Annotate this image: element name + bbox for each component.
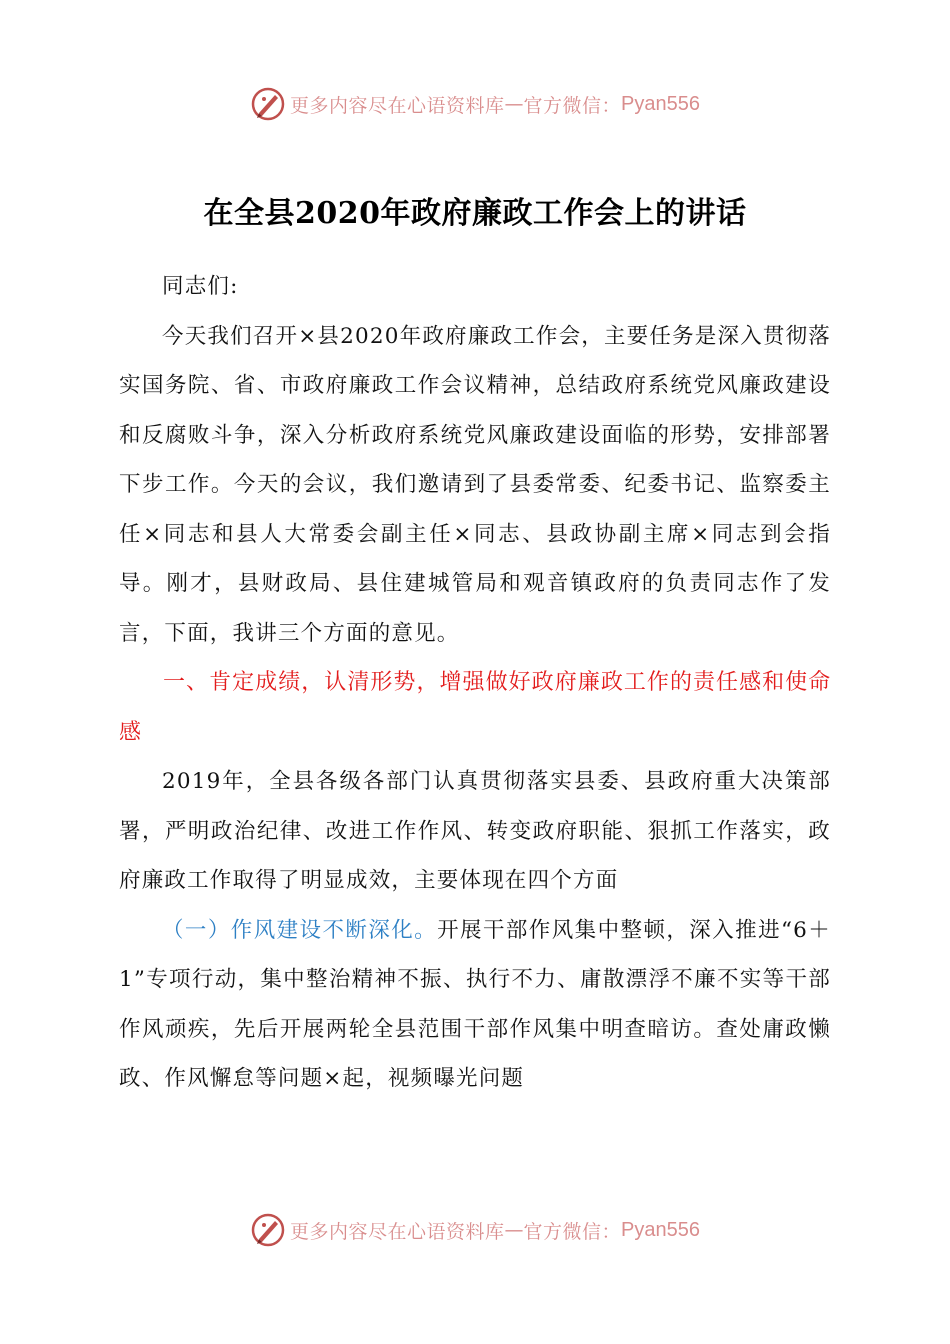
paragraph-style-building: [119, 906, 831, 1104]
pen-logo-icon: [250, 1212, 286, 1248]
section-heading-1: 一、肯定成绩，认清形势，增强做好政府廉政工作的责任感和使命感: [119, 670, 831, 745]
watermark-label: 官方微信：: [523, 94, 622, 117]
document-title: 在全县2020年政府廉政工作会上的讲话: [203, 196, 747, 231]
watermark-text: 更多内容尽在心语资料库: [290, 1220, 505, 1243]
watermark-id: Pyan556: [621, 1218, 700, 1241]
pen-logo-icon: [250, 86, 286, 122]
paragraph-style-building-text: 开展干部作风集中整顿，深入推进“6＋1”专项行动，集中整治精神不振、执行不力、庸散漂浮不廉不实等干部作风顽疾，先后开展两轮全县范围干部作风集中明查暗访。查处庸政懒政、作风懈怠等问题×起，视频曝光问题: [119, 917, 831, 1091]
watermark-separator: —: [504, 93, 524, 115]
watermark-text: 更多内容尽在心语资料库: [290, 94, 505, 117]
document-body: [119, 262, 831, 1104]
salutation: 同志们:: [162, 274, 239, 299]
watermark-banner-bottom: [0, 1210, 950, 1250]
watermark-id: Pyan556: [621, 92, 700, 115]
watermark-separator: —: [504, 1219, 524, 1241]
watermark-banner-top: [0, 84, 950, 124]
paragraph-achievements: 2019年，全县各级各部门认真贯彻落实县委、县政府重大决策部署，严明政治纪律、改进工作作风、转变政府职能、狠抓工作落实，政府廉政工作取得了明显成效，主要体现在四个方面: [119, 769, 831, 893]
paragraph-intro: 今天我们召开×县2020年政府廉政工作会，主要任务是深入贯彻落实国务院、省、市政府廉政工作会议精神，总结政府系统党风廉政建设和反腐败斗争，深入分析政府系统党风廉政建设面临的形势，安排部署下步工作。今天的会议，我们邀请到了县委常委、纪委书记、监察委主任×同志和县人大常委会副主任×同志、县政协副主席×同志到会指导。刚才，县财政局、县住建城管局和观音镇政府的负责同志作了发言，下面，我讲三个方面的意见。: [119, 323, 831, 646]
subsection-heading-1: （一）作风建设不断深化。: [162, 917, 438, 943]
watermark-label: 官方微信：: [523, 1220, 622, 1243]
